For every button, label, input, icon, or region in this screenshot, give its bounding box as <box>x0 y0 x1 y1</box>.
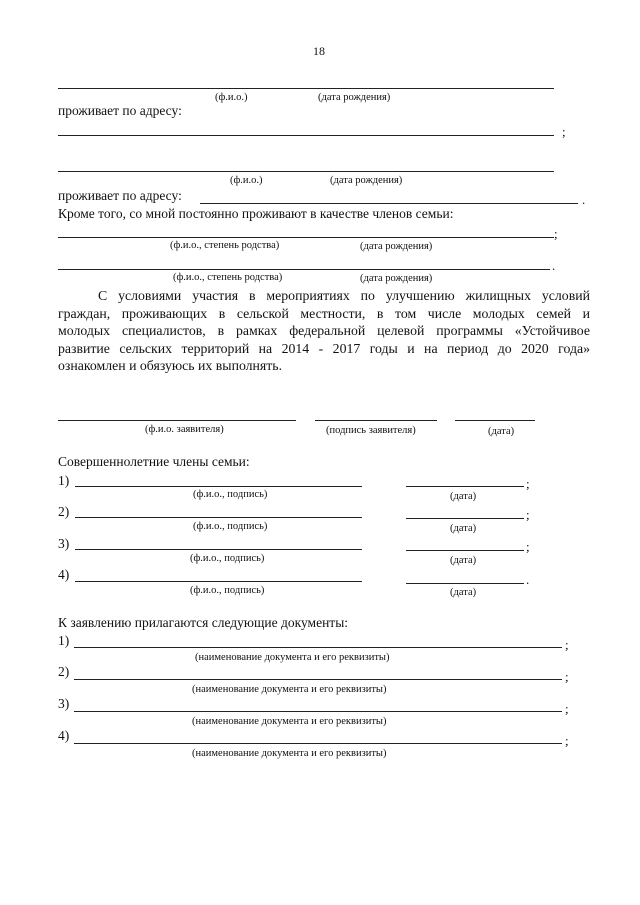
doc-num-4: 4) <box>58 728 70 743</box>
adult-num-4: 4) <box>58 567 70 582</box>
doc-num-1: 1) <box>58 633 70 648</box>
adult-num-1: 1) <box>58 473 70 488</box>
address-line-1 <box>58 135 554 136</box>
paragraph-line: С условиями участия в мероприятиях по улучшению жилищных условий <box>98 288 590 303</box>
doc-line-1 <box>74 647 562 648</box>
adult-date-line-3 <box>406 550 524 551</box>
adult-end-1: ; <box>526 476 530 491</box>
caption-family-fio-2: (ф.и.о., степень родства) <box>173 272 283 283</box>
family-line-1 <box>58 237 554 238</box>
caption-doc-1: (наименование документа и его реквизиты) <box>195 652 390 663</box>
applicant-sign-line <box>315 420 437 421</box>
caption-fio-1: (ф.и.о.) <box>215 92 248 103</box>
caption-family-fio-1: (ф.и.о., степень родства) <box>170 240 280 251</box>
adult-fio-line-3 <box>75 549 362 550</box>
applicant-fio-line <box>58 420 296 421</box>
doc-line-4 <box>74 743 562 744</box>
caption-doc-2: (наименование документа и его реквизиты) <box>192 684 387 695</box>
consent-paragraph <box>58 287 590 375</box>
doc-end-1: ; <box>565 637 569 652</box>
address-label-1: проживает по адресу: <box>58 103 182 118</box>
page-number: 18 <box>313 44 325 58</box>
caption-adult-date-1: (дата) <box>450 491 477 502</box>
applicant-date-line <box>455 420 535 421</box>
adult-date-line-2 <box>406 518 524 519</box>
caption-doc-4: (наименование документа и его реквизиты) <box>192 748 387 759</box>
caption-adult-date-4: (дата) <box>450 587 477 598</box>
paragraph-line: развитие сельских территорий на 2014 - 2017 годы и на период до 2020 года» <box>58 340 590 356</box>
caption-adult-date-3: (дата) <box>450 555 477 566</box>
paragraph-line: молодых специалистов, в рамках федеральной целевой программы «Устойчивое <box>58 323 590 338</box>
paragraph-line: граждан, проживающих в сельской местности, в том числе молодых семей и <box>58 305 590 321</box>
caption-applicant-sign: (подпись заявителя) <box>326 425 416 436</box>
adult-fio-line-2 <box>75 517 362 518</box>
caption-dob-1: (дата рождения) <box>318 92 391 103</box>
doc-num-2: 2) <box>58 664 70 679</box>
adult-fio-line-1 <box>75 486 362 487</box>
adults-title: Совершеннолетние члены семьи: <box>58 454 250 469</box>
doc-line-2 <box>74 679 562 680</box>
doc-num-3: 3) <box>58 696 70 711</box>
fio-dob-line-2 <box>58 171 554 172</box>
caption-family-dob-2: (дата рождения) <box>360 273 433 284</box>
doc-end-4: ; <box>565 733 569 748</box>
caption-adult-fio-3: (ф.и.о., подпись) <box>190 553 265 564</box>
caption-dob-2: (дата рождения) <box>330 175 403 186</box>
caption-adult-fio-4: (ф.и.о., подпись) <box>190 585 265 596</box>
adult-num-3: 3) <box>58 536 70 551</box>
family-intro: Кроме того, со мной постоянно проживают в качестве членов семьи: <box>58 206 454 221</box>
caption-doc-3: (наименование документа и его реквизиты) <box>192 716 387 727</box>
adult-end-4: . <box>526 572 530 587</box>
family-end-2: . <box>552 258 556 273</box>
caption-adult-date-2: (дата) <box>450 523 477 534</box>
adult-end-3: ; <box>526 539 530 554</box>
adult-date-line-4 <box>406 583 524 584</box>
family-end-1: ; <box>554 226 558 241</box>
caption-applicant-date: (дата) <box>488 426 515 437</box>
family-line-2 <box>58 269 550 270</box>
doc-end-2: ; <box>565 669 569 684</box>
address-label-2: проживает по адресу: <box>58 188 182 203</box>
paragraph-line: ознакомлен и обязуюсь их выполнять. <box>58 358 283 373</box>
period: . <box>582 192 586 207</box>
adult-date-line-1 <box>406 486 524 487</box>
adult-fio-line-4 <box>75 581 362 582</box>
adult-end-2: ; <box>526 507 530 522</box>
caption-adult-fio-2: (ф.и.о., подпись) <box>193 521 268 532</box>
caption-adult-fio-1: (ф.и.о., подпись) <box>193 489 268 500</box>
semicolon: ; <box>562 124 566 139</box>
fio-dob-line-1 <box>58 88 554 89</box>
caption-family-dob-1: (дата рождения) <box>360 241 433 252</box>
doc-line-3 <box>74 711 562 712</box>
address-line-2 <box>200 203 578 204</box>
caption-fio-2: (ф.и.о.) <box>230 175 263 186</box>
adult-num-2: 2) <box>58 504 70 519</box>
docs-title: К заявлению прилагаются следующие документы: <box>58 615 349 630</box>
caption-applicant-fio: (ф.и.о. заявителя) <box>145 424 224 435</box>
doc-end-3: ; <box>565 701 569 716</box>
